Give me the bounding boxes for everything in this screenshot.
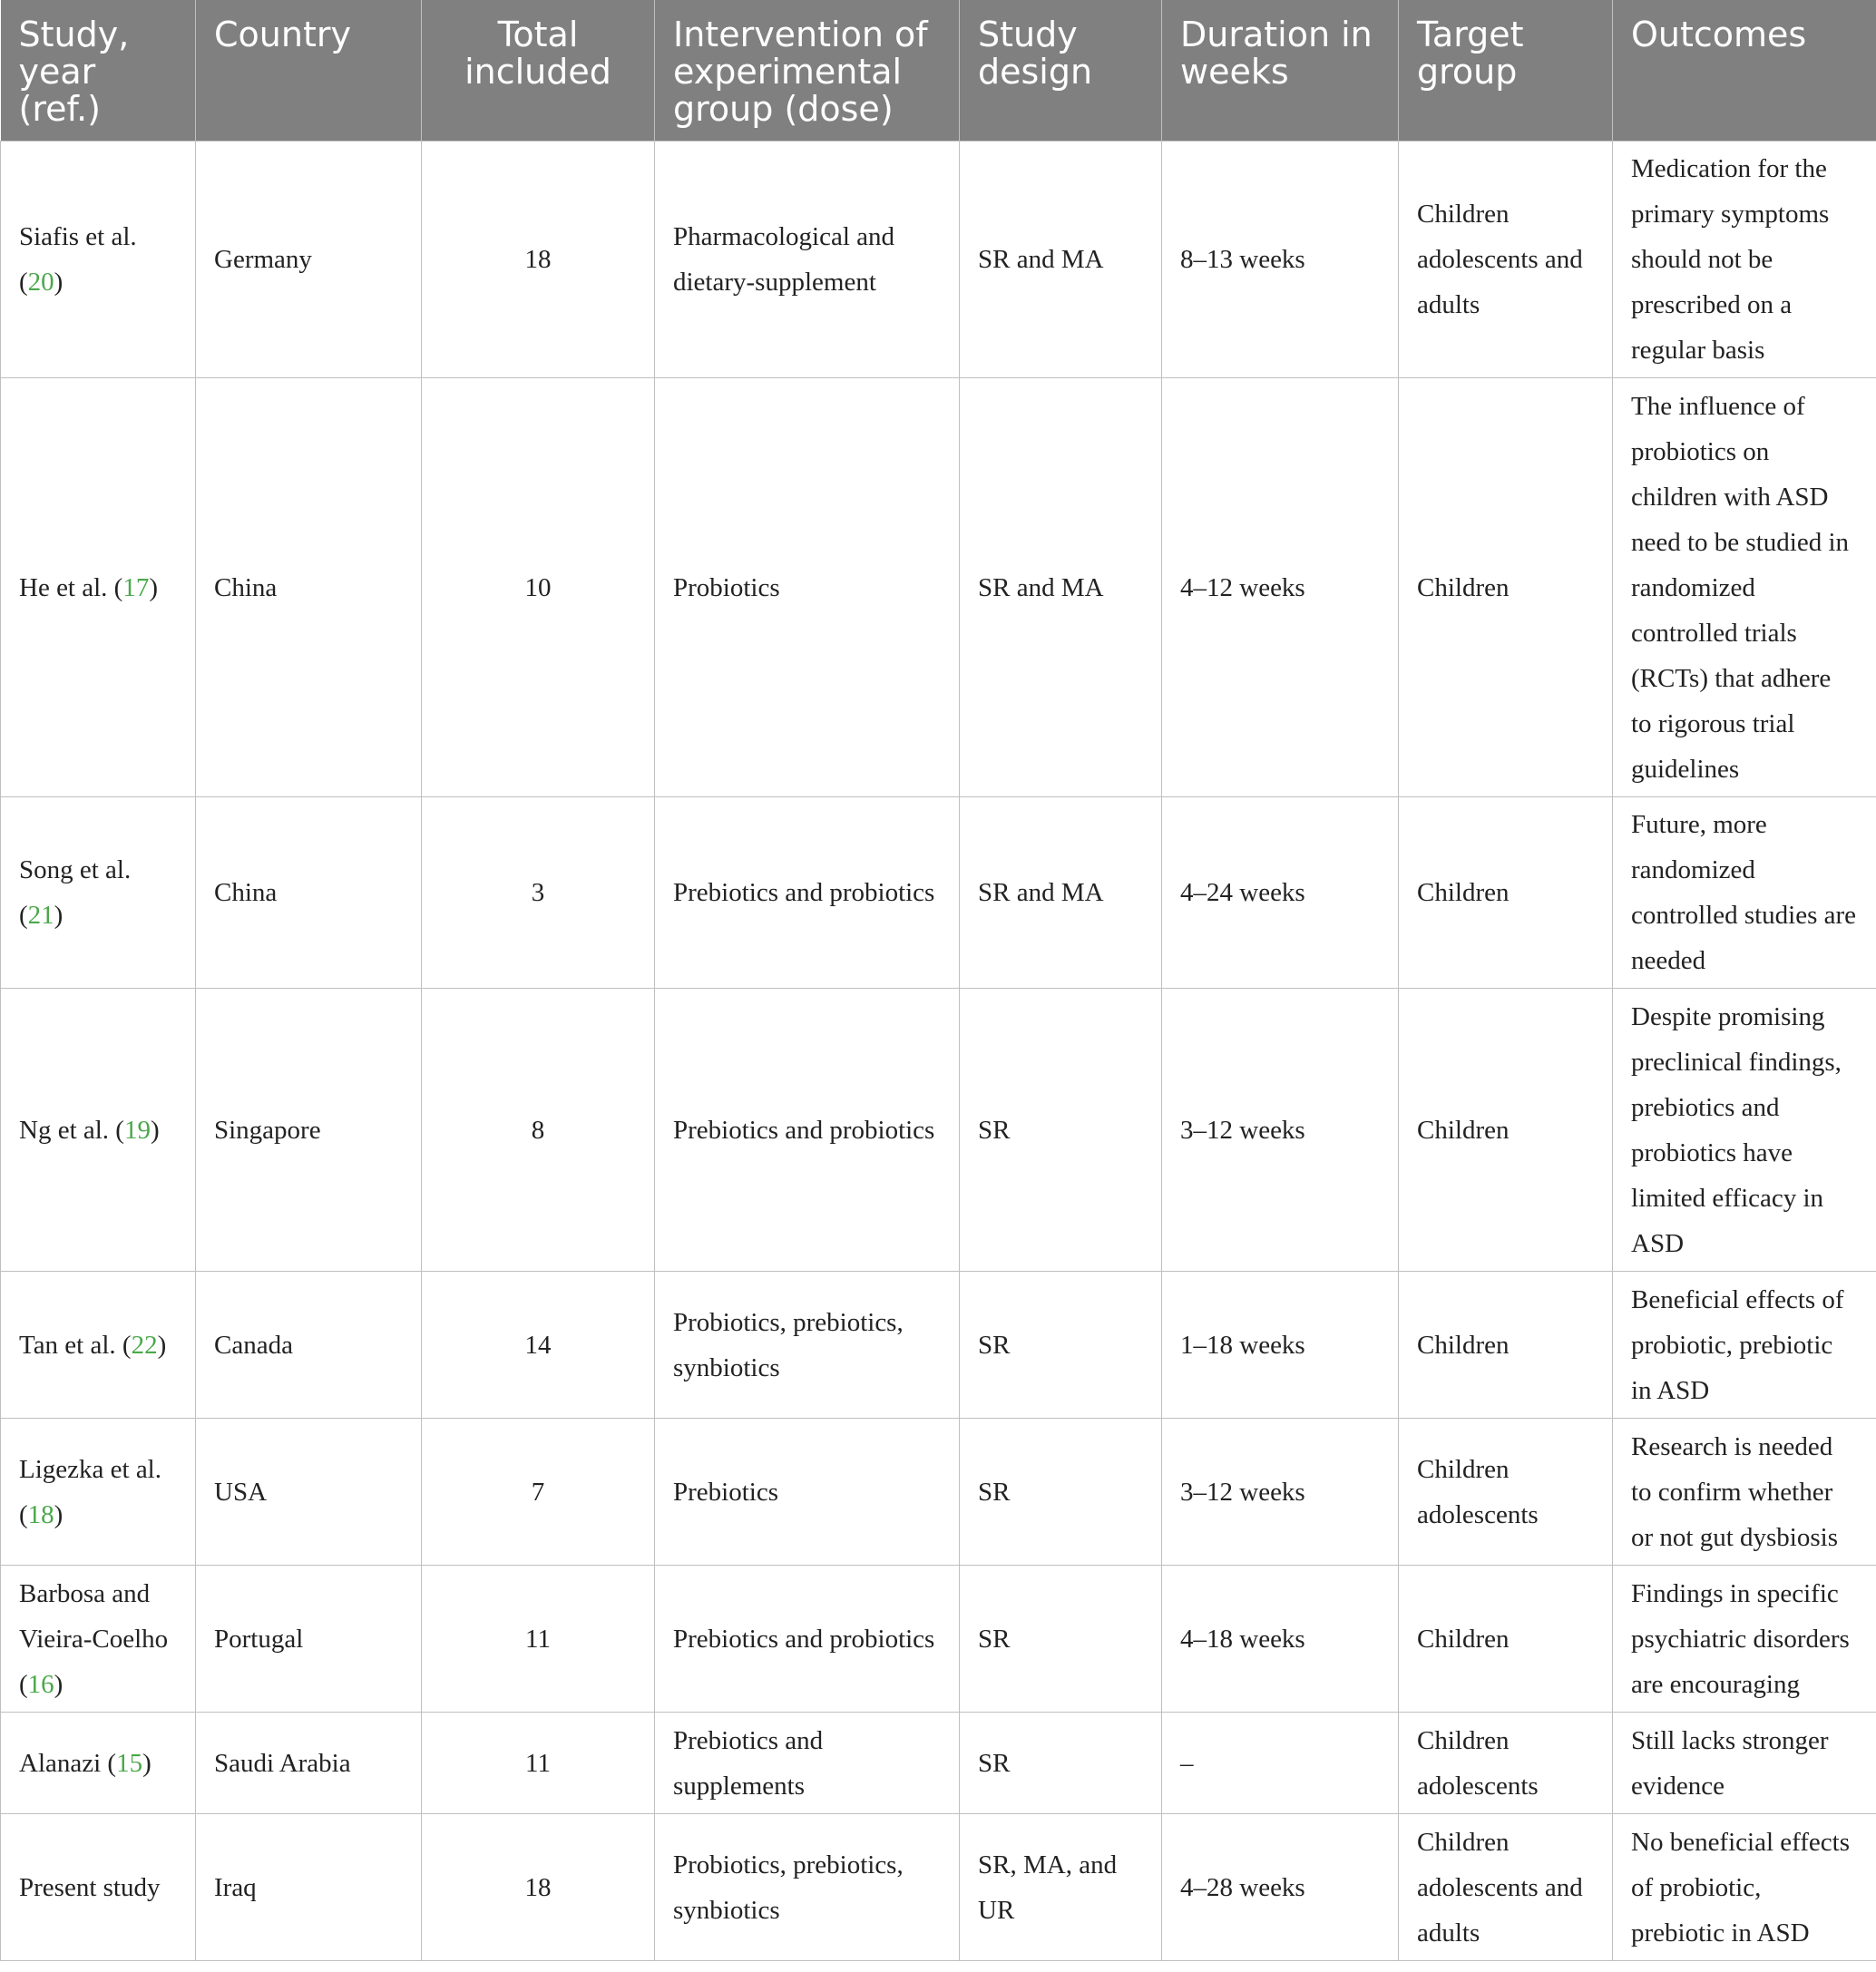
cell-design: SR xyxy=(960,1566,1162,1713)
cell-total: 8 xyxy=(422,989,655,1272)
cell-design: SR xyxy=(960,1713,1162,1814)
cell-country: Saudi Arabia xyxy=(196,1713,422,1814)
reference-link[interactable]: 15 xyxy=(116,1748,143,1778)
cell-intervention: Prebiotics and probiotics xyxy=(655,797,960,989)
cell-country: China xyxy=(196,378,422,797)
cell-duration: – xyxy=(1162,1713,1399,1814)
cell-total: 3 xyxy=(422,797,655,989)
table-row xyxy=(1,1566,1876,1713)
cell-duration: 1–18 weeks xyxy=(1162,1272,1399,1419)
cell-intervention: Prebiotics and probiotics xyxy=(655,989,960,1272)
cell-target: Children xyxy=(1399,797,1613,989)
cell-study: Ligezka et al. (18) xyxy=(1,1419,196,1566)
cell-outcome: Future, more randomized controlled studies are needed xyxy=(1613,797,1876,989)
table-row xyxy=(1,989,1876,1272)
table-row xyxy=(1,1419,1876,1566)
cell-outcome: Medication for the primary symptoms should not be prescribed on a regular basis xyxy=(1613,142,1876,378)
cell-design: SR, MA, and UR xyxy=(960,1814,1162,1961)
cell-total: 10 xyxy=(422,378,655,797)
cell-target: Children adolescents and adults xyxy=(1399,142,1613,378)
cell-country: Germany xyxy=(196,142,422,378)
cell-outcome: Findings in specific psychiatric disorders are encouraging xyxy=(1613,1566,1876,1713)
cell-duration: 4–24 weeks xyxy=(1162,797,1399,989)
table-header xyxy=(1,0,1876,142)
cell-target: Children adolescents xyxy=(1399,1713,1613,1814)
table-row xyxy=(1,142,1876,378)
table-row xyxy=(1,797,1876,989)
cell-intervention: Probiotics, prebiotics, synbiotics xyxy=(655,1272,960,1419)
header-study: Study, year (ref.) xyxy=(1,0,196,142)
table-row xyxy=(1,378,1876,797)
cell-design: SR and MA xyxy=(960,797,1162,989)
table-row xyxy=(1,1814,1876,1961)
cell-outcome: Research is needed to confirm whether or not gut dysbiosis xyxy=(1613,1419,1876,1566)
cell-country: USA xyxy=(196,1419,422,1566)
cell-design: SR and MA xyxy=(960,142,1162,378)
cell-study: Tan et al. (22) xyxy=(1,1272,196,1419)
cell-duration: 3–12 weeks xyxy=(1162,989,1399,1272)
cell-intervention: Probiotics, prebiotics, synbiotics xyxy=(655,1814,960,1961)
cell-design: SR and MA xyxy=(960,378,1162,797)
cell-target: Children xyxy=(1399,378,1613,797)
cell-study: He et al. (17) xyxy=(1,378,196,797)
cell-intervention: Prebiotics xyxy=(655,1419,960,1566)
cell-target: Children xyxy=(1399,989,1613,1272)
cell-outcome: No beneficial effects of probiotic, prebiotic in ASD xyxy=(1613,1814,1876,1961)
table-row xyxy=(1,1272,1876,1419)
cell-study: Ng et al. (19) xyxy=(1,989,196,1272)
cell-country: Iraq xyxy=(196,1814,422,1961)
cell-study: Song et al. (21) xyxy=(1,797,196,989)
cell-outcome: The influence of probiotics on children with ASD need to be studied in randomized controlled trials (RCTs) that adhere to rigorous trial guidelines xyxy=(1613,378,1876,797)
header-outcomes: Outcomes xyxy=(1613,0,1876,142)
reference-link[interactable]: 16 xyxy=(27,1669,54,1699)
cell-intervention: Pharmacological and dietary-supplement xyxy=(655,142,960,378)
cell-duration: 4–18 weeks xyxy=(1162,1566,1399,1713)
cell-study: Alanazi (15) xyxy=(1,1713,196,1814)
reference-link[interactable]: 21 xyxy=(27,901,54,930)
cell-total: 11 xyxy=(422,1566,655,1713)
cell-target: Children xyxy=(1399,1272,1613,1419)
cell-study: Present study xyxy=(1,1814,196,1961)
cell-study: Siafis et al. (20) xyxy=(1,142,196,378)
cell-outcome: Despite promising preclinical findings, prebiotics and probiotics have limited efficacy in ASD xyxy=(1613,989,1876,1272)
cell-outcome: Beneficial effects of probiotic, prebiotic in ASD xyxy=(1613,1272,1876,1419)
reference-link[interactable]: 19 xyxy=(123,1115,151,1145)
header-design: Study design xyxy=(960,0,1162,142)
cell-duration: 4–28 weeks xyxy=(1162,1814,1399,1961)
header-duration: Duration in weeks xyxy=(1162,0,1399,142)
cell-total: 11 xyxy=(422,1713,655,1814)
cell-country: Singapore xyxy=(196,989,422,1272)
reference-link[interactable]: 22 xyxy=(131,1330,158,1360)
table-row xyxy=(1,1713,1876,1814)
header-intervention: Intervention of experimental group (dose) xyxy=(655,0,960,142)
cell-total: 14 xyxy=(422,1272,655,1419)
cell-design: SR xyxy=(960,1272,1162,1419)
reference-link[interactable]: 18 xyxy=(27,1499,54,1529)
cell-intervention: Prebiotics and probiotics xyxy=(655,1566,960,1713)
header-row xyxy=(1,0,1876,142)
header-country: Country xyxy=(196,0,422,142)
cell-design: SR xyxy=(960,989,1162,1272)
cell-duration: 8–13 weeks xyxy=(1162,142,1399,378)
cell-country: Canada xyxy=(196,1272,422,1419)
cell-outcome: Still lacks stronger evidence xyxy=(1613,1713,1876,1814)
cell-total: 18 xyxy=(422,1814,655,1961)
header-total: Total included xyxy=(422,0,655,142)
cell-design: SR xyxy=(960,1419,1162,1566)
reference-link[interactable]: 20 xyxy=(27,268,54,297)
cell-total: 7 xyxy=(422,1419,655,1566)
cell-target: Children adolescents xyxy=(1399,1419,1613,1566)
cell-target: Children xyxy=(1399,1566,1613,1713)
cell-target: Children adolescents and adults xyxy=(1399,1814,1613,1961)
table-body xyxy=(1,142,1876,1961)
cell-duration: 3–12 weeks xyxy=(1162,1419,1399,1566)
cell-total: 18 xyxy=(422,142,655,378)
cell-country: Portugal xyxy=(196,1566,422,1713)
cell-duration: 4–12 weeks xyxy=(1162,378,1399,797)
cell-intervention: Probiotics xyxy=(655,378,960,797)
header-target: Target group xyxy=(1399,0,1613,142)
cell-study: Barbosa and Vieira-Coelho (16) xyxy=(1,1566,196,1713)
cell-country: China xyxy=(196,797,422,989)
cell-intervention: Prebiotics and supplements xyxy=(655,1713,960,1814)
reference-link[interactable]: 17 xyxy=(122,572,150,602)
